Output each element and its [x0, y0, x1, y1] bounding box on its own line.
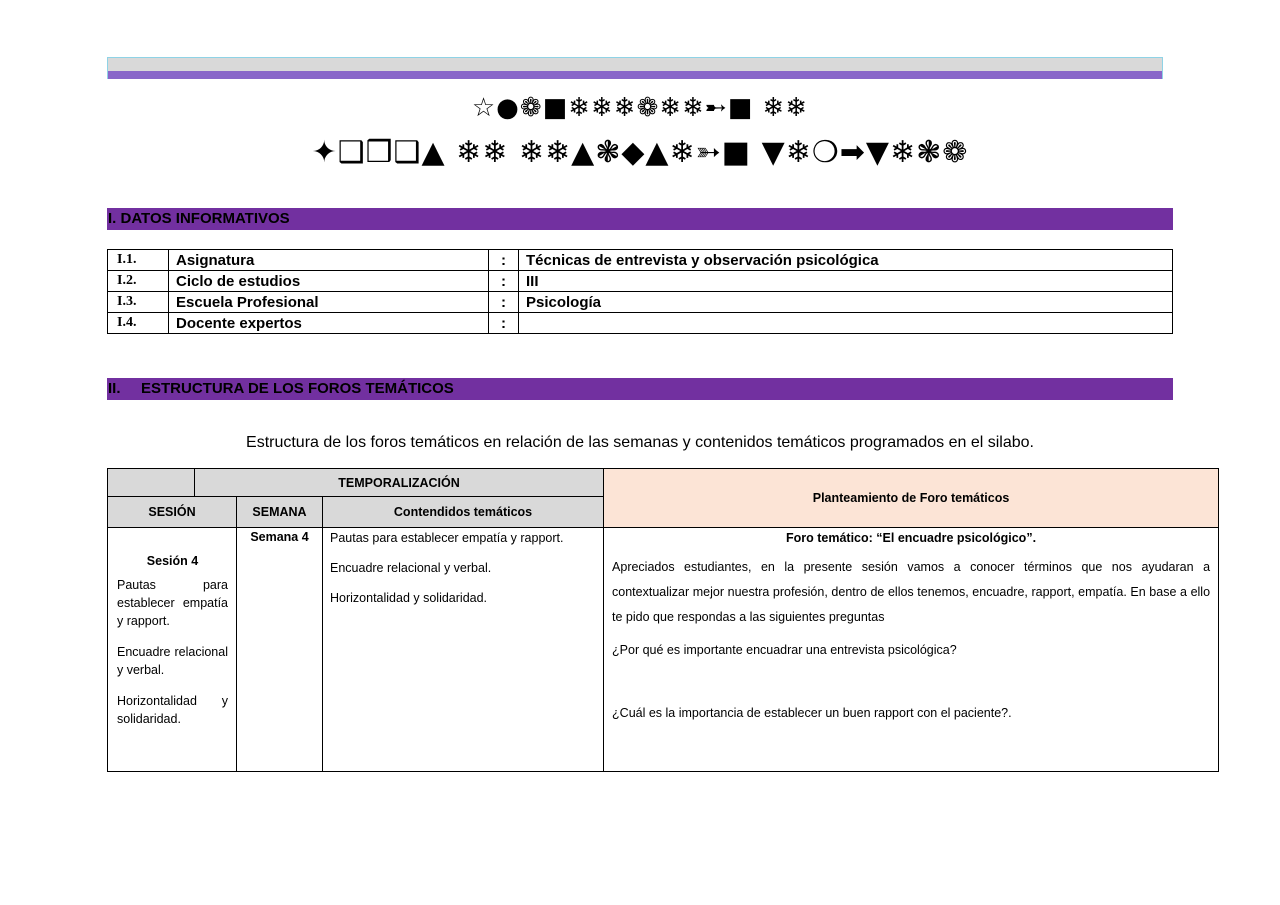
document-title-line2: ✦❑❒❑▲ ❄❄ ❄❄▲❃◆▲❄➳■ ▼❄❍➡▼❄❃❁: [311, 135, 969, 170]
contenido-item: Horizontalidad y solidaridad.: [330, 591, 488, 605]
contenido-item: Pautas para establecer empatía y rapport.: [330, 531, 564, 545]
section-heading-estructura: [107, 378, 1173, 400]
table-row: [108, 528, 1219, 772]
info-label: Ciclo de estudios: [169, 271, 489, 292]
table-caption: Estructura de los foros temáticos en relación de las semanas y contenidos temáticos programados en el silabo.: [246, 434, 1034, 451]
sesion-title: Sesión 4: [146, 554, 199, 568]
info-label: Escuela Profesional: [169, 292, 489, 313]
sesion-cell: [108, 528, 237, 772]
header-row: [108, 469, 1219, 497]
info-row: [108, 292, 1173, 313]
foro-question: ¿Por qué es importante encuadrar una entrevista psicológica?: [612, 643, 957, 657]
header-sesion: SESIÓN: [108, 497, 237, 528]
section-heading-datos: I. DATOS INFORMATIVOS: [107, 208, 1173, 230]
sesion-item: Horizontalidad y solidaridad.: [117, 694, 228, 726]
info-sep: :: [489, 313, 519, 334]
info-sep: :: [489, 250, 519, 271]
info-table: [107, 249, 1173, 334]
info-num: I.3.: [108, 292, 169, 313]
info-num: I.1.: [108, 250, 169, 271]
header-contenidos: Contendidos temáticos: [323, 497, 604, 528]
contenidos-cell: [323, 528, 604, 772]
info-sep: :: [489, 271, 519, 292]
header-empty-cell: [108, 469, 195, 497]
header-semana: SEMANA: [237, 497, 323, 528]
info-label: Docente expertos: [169, 313, 489, 334]
section-number: II.: [108, 380, 121, 397]
sesion-item: Encuadre relacional y verbal.: [117, 645, 228, 677]
foros-table: [107, 468, 1219, 772]
info-sep: :: [489, 292, 519, 313]
foro-cell: [604, 528, 1219, 772]
header-bar-grey: [108, 58, 1162, 71]
info-num: I.4.: [108, 313, 169, 334]
info-value: Técnicas de entrevista y observación psicológica: [519, 250, 1173, 271]
header-decorative-bar: [107, 57, 1163, 79]
foro-title: Foro temático: “El encuadre psicológico”.: [786, 531, 1037, 545]
header-temporalizacion: TEMPORALIZACIÓN: [195, 469, 604, 497]
foro-intro: Apreciados estudiantes, en la presente sesión vamos a conocer términos que nos ayudaran a contextualizar mejor nuestra profesión, dentro de ellos tenemos, encuadre, rapport, empatía. En base a ello te pido que respondas a las siguientes preguntas: [612, 560, 1211, 624]
foro-question: ¿Cuál es la importancia de establecer un buen rapport con el paciente?.: [612, 706, 1012, 720]
info-value: III: [519, 271, 1173, 292]
info-row: [108, 250, 1173, 271]
info-label: Asignatura: [169, 250, 489, 271]
info-num: I.2.: [108, 271, 169, 292]
contenido-item: Encuadre relacional y verbal.: [330, 561, 492, 575]
header-planteamiento: Planteamiento de Foro temáticos: [604, 469, 1219, 528]
info-row: [108, 313, 1173, 334]
info-row: [108, 271, 1173, 292]
section-title: ESTRUCTURA DE LOS FOROS TEMÁTICOS: [141, 380, 454, 397]
sesion-item: Pautas para establecer empatía y rapport.: [117, 578, 228, 628]
document-title-line1: ☆●❁■❄❄❄❁❄❄➸■ ❄❄: [471, 93, 809, 123]
header-bar-purple: [108, 71, 1162, 79]
info-value: Psicología: [519, 292, 1173, 313]
info-value: [519, 313, 1173, 334]
semana-cell: Semana 4: [237, 528, 323, 772]
